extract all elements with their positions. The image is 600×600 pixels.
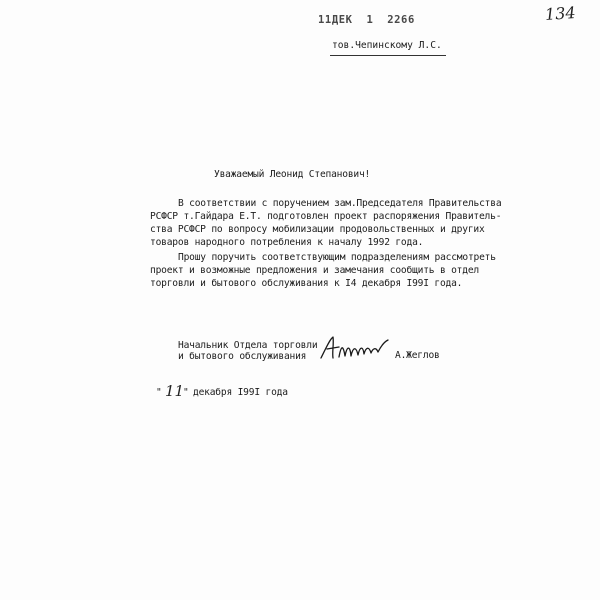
paragraph2-line1: Прошу поручить соответствующим подразделениям рассмотреть xyxy=(178,252,496,263)
paragraph1-line3: ства РСФСР по вопросу мобилизации продовольственных и других xyxy=(150,224,485,235)
addressee: тов.Чепинскому Л.С. xyxy=(332,40,442,51)
paragraph1-line1: В соответствии с поручением зам.Председателя Правительства xyxy=(178,198,502,209)
date-open-quote: " xyxy=(156,387,162,398)
paragraph1-line2: РСФСР т.Гайдара Е.Т. подготовлен проект распоряжения Правитель- xyxy=(150,211,502,222)
paragraph1-line4: товаров народного потребления к началу 1992 года. xyxy=(150,237,424,248)
signatory-title-line1: Начальник Отдела торговли xyxy=(178,340,318,351)
addressee-underline xyxy=(330,55,446,56)
signatory-title-line2: и бытового обслуживания xyxy=(178,351,307,362)
paragraph2-line2: проект и возможные предложения и замечания сообщить в отдел xyxy=(150,265,479,276)
date-rest: декабря I99I года xyxy=(193,387,288,398)
salutation: Уважаемый Леонид Степанович! xyxy=(214,169,371,180)
registration-stamp: 11ДЕК 1 2266 xyxy=(318,14,415,26)
date-close-quote: " xyxy=(183,387,189,398)
page-number: 134 xyxy=(544,2,577,25)
handwritten-signature xyxy=(318,334,394,362)
date-day: 11 xyxy=(165,382,185,400)
paragraph2-line3: торговли и бытового обслуживания к I4 декабря I99I года. xyxy=(150,278,463,289)
signatory-name: А.Жеглов xyxy=(395,350,440,361)
